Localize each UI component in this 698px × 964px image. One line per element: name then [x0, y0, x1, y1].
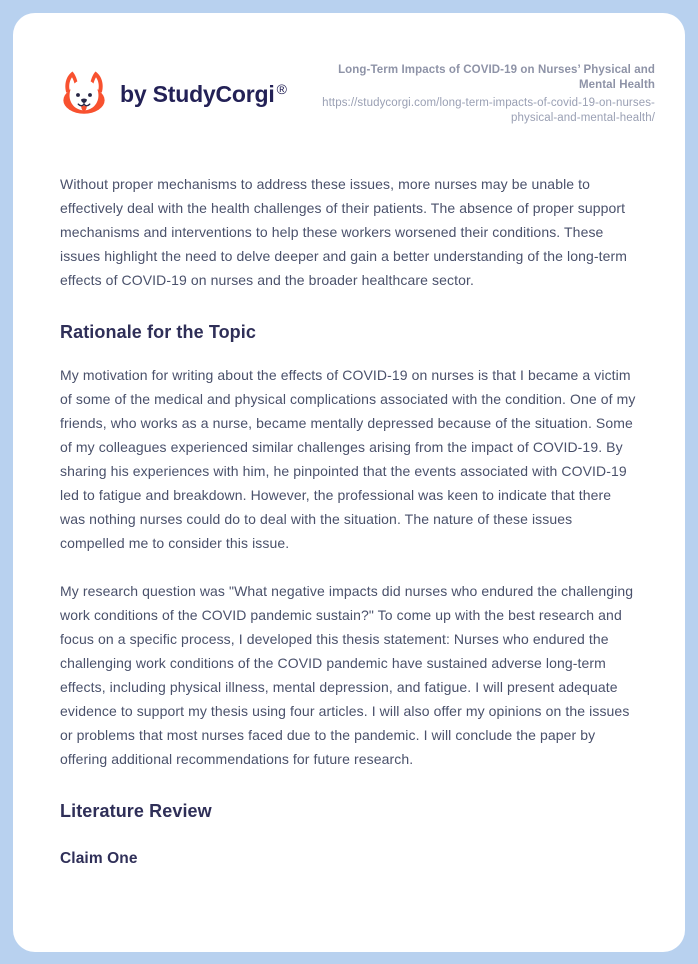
subheading-claim-one: Claim One — [60, 850, 138, 867]
logo-wordmark: by StudyCorgi ® — [120, 81, 287, 107]
document-card — [13, 13, 685, 952]
document-title: Long-Term Impacts of COVID-19 on Nurses’ Physical and Mental Health — [338, 64, 655, 91]
corgi-logo-icon — [60, 70, 108, 120]
rationale-paragraph-2: My research question was "What negative impacts did nurses who endured the challenging work conditions of the COVID pandemic sustain?" To come up with the best research and focus on a specific process, I developed this thesis statement: Nurses who endured the challenging work conditions of the COVID pandemic have sustained adverse long-term effects, including physical illness, mental depression, and fatigue. I will present adequate evidence to support my thesis using four articles. I will also offer my opinions on the issues or problems that most nurses faced due to the pandemic. I will conclude the paper by offering additional recommendations for future research. — [60, 583, 634, 767]
studycorgi-logo — [60, 70, 287, 120]
intro-paragraph: Without proper mechanisms to address these issues, more nurses may be unable to effectively deal with the health challenges of their patients. The absence of proper support mechanisms and interventions to help these workers worsened their conditions. These issues highlight the need to delve deeper and gain a better understanding of the long-term effects of COVID-19 on nurses and the broader healthcare sector. — [60, 176, 628, 288]
document-header — [60, 63, 655, 126]
article-body — [60, 172, 638, 868]
heading-literature-review: Literature Review — [60, 801, 212, 821]
heading-rationale-for-the-topic: Rationale for the Topic — [60, 322, 256, 342]
document-url-link[interactable]: https://studycorgi.com/long-term-impacts-of-covid-19-on-nurses-physical-and-mental-health/ — [322, 97, 655, 124]
registered-trademark-symbol: ® — [276, 81, 287, 97]
rationale-paragraph-1: My motivation for writing about the effects of COVID-19 on nurses is that I became a victim of some of the medical and physical complications associated with the condition. One of my friends, who works as a nurse, became mentally depressed because of the situation. Some of my colleagues experienced similar challenges arising from the impact of COVID-19. By sharing his experiences with him, he pinpointed that the events associated with COVID-19 led to fatigue and breakdown. However, the professional was keen to indicate that there was nothing nurses could do to deal with the situation. The nature of these issues compelled me to consider this issue. — [60, 367, 636, 551]
document-meta — [307, 63, 655, 126]
